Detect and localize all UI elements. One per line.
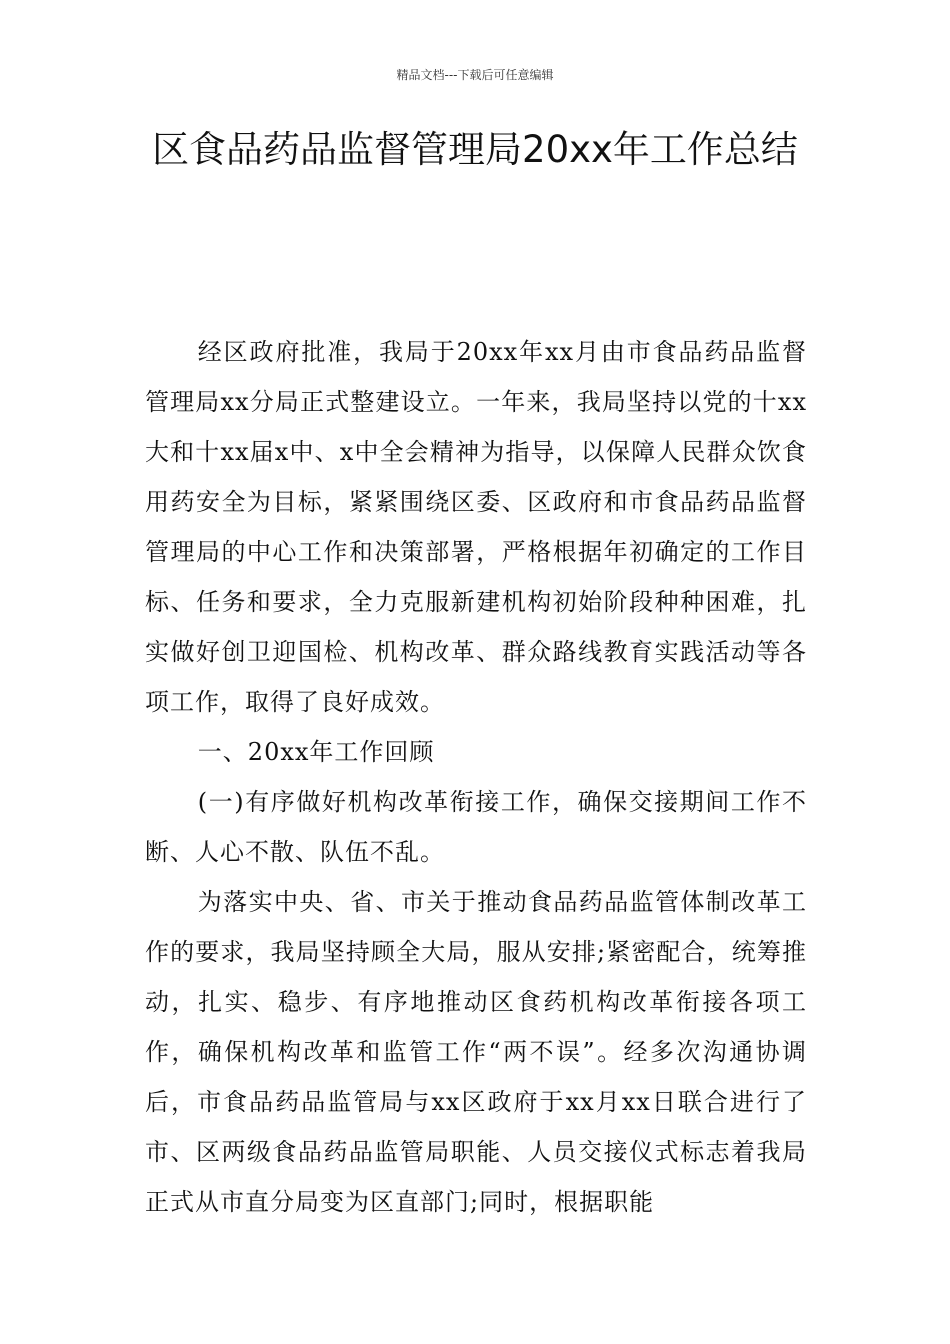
header-note: 精品文档---下载后可任意编辑	[396, 68, 554, 82]
paragraph-reform-details: 为落实中央、省、市关于推动食品药品监管体制改革工作的要求，我局坚持顾全大局，服从安排;紧密配合，统筹推动，扎实、稳步、有序地推动区食药机构改革衔接各项工作，确保机构改革和监管工作“两不误”。经多次沟通协调后，市食品药品监管局与xx区政府于xx月xx日联合进行了市、区两级食品药品监管局职能、人员交接仪式标志着我局正式从市直分局变为区直部门;同时，根据职能	[145, 888, 807, 1216]
document-body	[145, 327, 807, 1227]
section-heading-review: 一、20xx年工作回顾	[197, 738, 435, 766]
paragraph-intro: 经区政府批准，我局于20xx年xx月由市食品药品监督管理局xx分局正式整建设立。一年来，我局坚持以党的十xx大和十xx届x中、x中全会精神为指导，以保障人民群众饮食用药安全为目标，紧紧围绕区委、区政府和市食品药品监督管理局的中心工作和决策部署，严格根据年初确定的工作目标、任务和要求，全力克服新建机构初始阶段种种困难，扎实做好创卫迎国检、机构改革、群众路线教育实践活动等各项工作，取得了良好成效。	[145, 338, 807, 716]
document-title: 区食品药品监督管理局20xx年工作总结	[152, 128, 798, 171]
subsection-heading-reform: (一)有序做好机构改革衔接工作，确保交接期间工作不断、人心不散、队伍不乱。	[145, 788, 807, 866]
